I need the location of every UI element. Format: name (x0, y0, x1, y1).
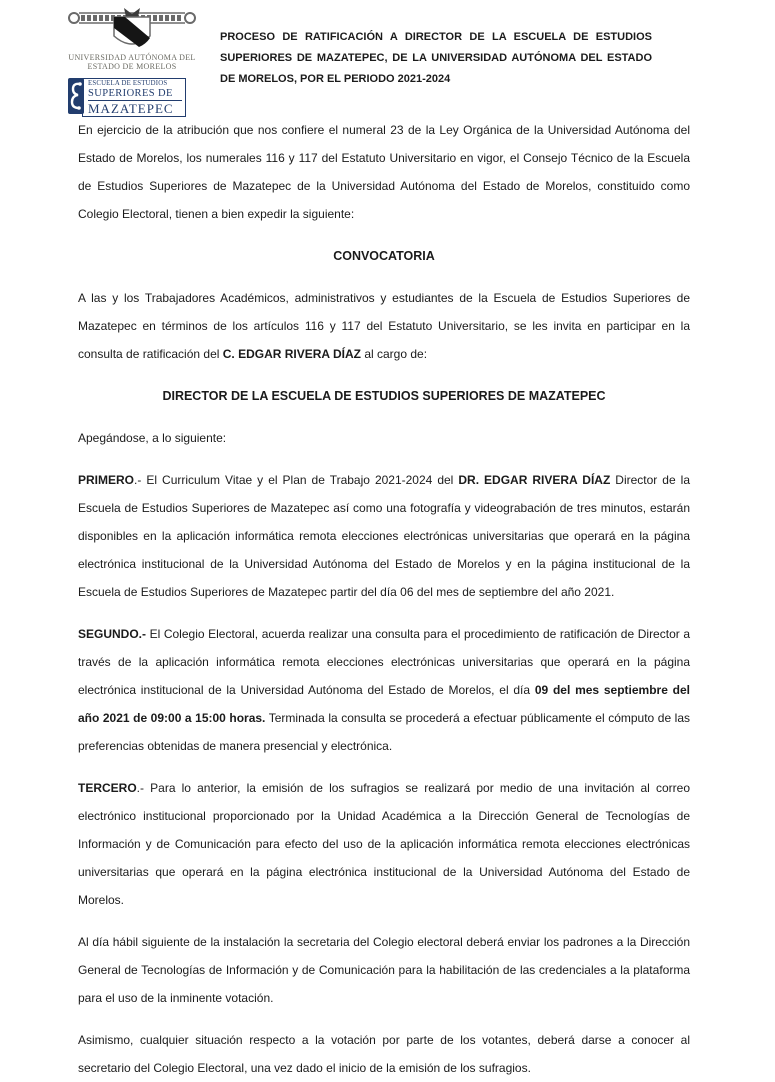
uaem-logo (58, 6, 206, 71)
paragraph-tercero (78, 774, 690, 914)
text-segment: Director de la Escuela de Estudios Superiores de Mazatepec así como una fotografía y videograbación de tres minutos, estarán disponibles en la aplicación informática remota elecciones electrónicas universitarias que operará en la página electrónica institucional de la Universidad Autónoma del Estado de Morelos y en la página institucional de la Escuela de Estudios Superiores de Mazatepec partir del día 06 del mes de septiembre del año 2021. (78, 473, 690, 599)
document-title: PROCESO DE RATIFICACIÓN A DIRECTOR DE LA ESCUELA DE ESTUDIOS SUPERIORES DE MAZATEPEC, DE LA UNIVERSIDAD AUTÓNOMA DEL ESTADO DE MORELOS, POR EL PERIODO 2021-2024 (220, 31, 652, 85)
document-header (0, 0, 775, 116)
text-segment: al cargo de: (360, 347, 428, 361)
school-logo-line1: ESCUELA DE ESTUDIOS (88, 80, 168, 87)
heading-convocatoria: CONVOCATORIA (333, 249, 435, 263)
paragraph-apegandose: Apegándose, a lo siguiente: (78, 431, 227, 445)
school-logo-text (82, 78, 186, 117)
paragraph-segundo (78, 620, 690, 760)
school-logo (68, 78, 186, 117)
school-logo-line2: SUPERIORES DE (88, 88, 182, 101)
document-body (0, 112, 775, 1082)
logo-column (58, 6, 206, 117)
paragraph-asimismo: Asimismo, cualquier situación respecto a la votación por parte de los votantes, deberá darse a conocer al secretario del Colegio Electoral, una vez dado el inicio de la emisión de los sufragios. (78, 1033, 690, 1075)
text-segment: DR. EDGAR RIVERA DÍAZ (458, 473, 611, 487)
text-segment: El Colegio Electoral, acuerda realizar una consulta para el procedimiento de ratificación de Director a través de la aplicación informática remota elecciones electrónicas universitarias que operará en la página electrónica institucional de la Universidad Autónoma del Estado de Morelos, el día (78, 627, 690, 697)
school-emblem-icon (68, 78, 84, 114)
heading-director: DIRECTOR DE LA ESCUELA DE ESTUDIOS SUPERIORES DE MAZATEPEC (162, 389, 606, 403)
text-segment: PRIMERO (78, 473, 135, 487)
text-segment: C. EDGAR RIVERA DÍAZ (222, 347, 361, 361)
uaem-caption-line1: UNIVERSIDAD AUTÓNOMA DEL (68, 53, 196, 62)
text-segment: A las y los Trabajadores Académicos, administrativos y estudiantes de la Escuela de Estudios Superiores de Mazatepec en términos de los artículos 116 y 117 del Estatuto Universitario, se les invita en participar en la consulta de ratificación del (78, 291, 690, 361)
uaem-caption-line2: ESTADO DE MORELOS (87, 61, 177, 71)
paragraph-primero (78, 466, 690, 606)
uaem-caption (58, 54, 206, 71)
text-segment: TERCERO (78, 781, 137, 795)
text-segment: Terminada la consulta se procederá a efectuar públicamente el cómputo de las preferencias obtenidas de manera presencial y electrónica. (78, 711, 691, 753)
text-segment: .- Para lo anterior, la emisión de los sufragios se realizará por medio de una invitación al correo electrónico institucional proporcionado por la Unidad Académica a la Dirección General de Tecnologías de Información y de Comunicación para efecto del uso de la aplicación informática remota elecciones electrónicas universitarias que operará en la página electrónica institucional de la Universidad Autónoma del Estado de Morelos. (78, 781, 690, 907)
text-segment: .- El Curriculum Vitae y el Plan de Trabajo 2021-2024 del (134, 473, 459, 487)
uaem-crest-icon (65, 6, 199, 52)
text-segment: 09 del mes septiembre del año 2021 de 09:00 a 15:00 horas. (78, 683, 690, 725)
paragraph-padrones: Al día hábil siguiente de la instalación la secretaria del Colegio electoral deberá enviar los padrones a la Dirección General de Tecnologías de Información y de Comunicación para la habilitación de las credenciales a la plataforma para el uso de la inminente votación. (78, 935, 690, 1005)
paragraph-intro: En ejercicio de la atribución que nos confiere el numeral 23 de la Ley Orgánica de la Universidad Autónoma del Estado de Morelos, los numerales 116 y 117 del Estatuto Universitario en vigor, el Consejo Técnico de la Escuela de Estudios Superiores de Mazatepec de la Universidad Autónoma del Estado de Morelos, constituido como Colegio Electoral, tienen a bien expedir la siguiente: (78, 123, 690, 221)
text-segment: SEGUNDO.- (78, 627, 147, 641)
school-logo-line3: MAZATEPEC (88, 101, 174, 116)
paragraph-invitation (78, 284, 690, 368)
